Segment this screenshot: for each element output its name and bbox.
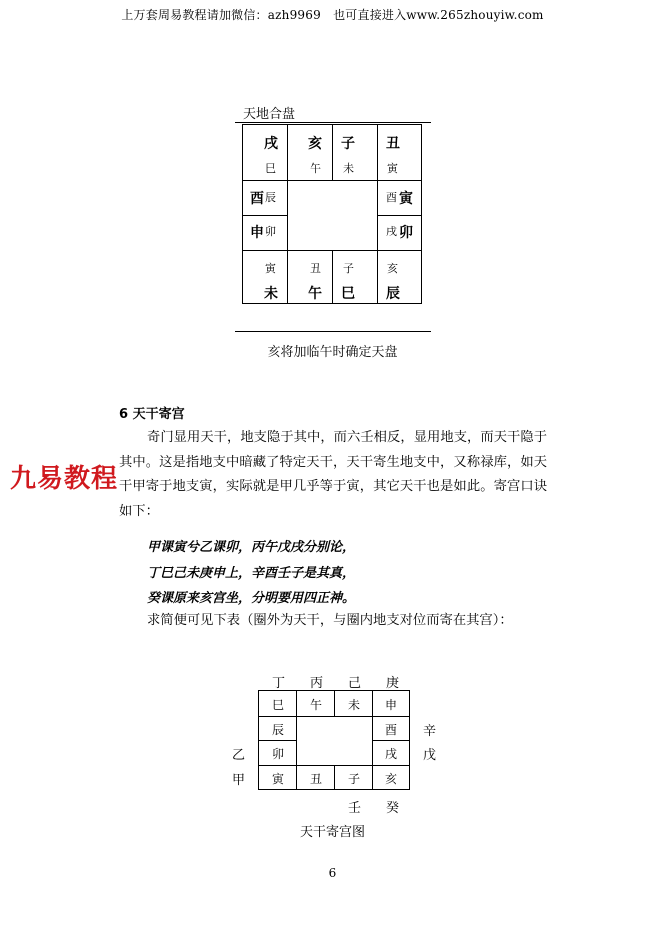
figure-caption: 亥将加临午时确定天盘 <box>267 345 398 360</box>
cell-bottom-small: 丑 <box>310 262 321 275</box>
cell-bottom-big: 午 <box>308 286 322 302</box>
grid-line <box>259 716 409 717</box>
cell-bottom-small: 寅 <box>265 262 276 275</box>
grid-line <box>372 740 409 741</box>
grid-line <box>332 250 333 303</box>
verse-line: 丁巳己未庚申上，辛酉壬子是其真， <box>147 566 356 581</box>
body-paragraph: 求简便可见下表（圈外为天干，与圈内地支对位而寄在其宫）： <box>147 613 513 628</box>
cell-bottom-small: 子 <box>343 262 354 275</box>
grid-line <box>287 125 288 303</box>
cell-right-small: 戌 <box>386 225 397 238</box>
stem-label: 乙 <box>232 748 246 763</box>
branch-cell: 卯 <box>271 747 284 761</box>
cell-bottom-big: 巳 <box>341 286 355 302</box>
branch-cell: 亥 <box>384 772 397 786</box>
grid-line <box>377 125 378 303</box>
cell-top-big: 亥 <box>308 136 322 152</box>
cell-top-big: 丑 <box>386 136 400 152</box>
cell-left-small: 辰 <box>265 191 276 204</box>
cell-top-big: 戌 <box>264 136 278 152</box>
cell-top-small: 午 <box>310 162 321 175</box>
section-heading: 6 天干寄宫 <box>119 407 185 422</box>
branch-cell: 巳 <box>271 698 284 712</box>
stem-label: 辛 <box>423 724 437 739</box>
cell-bottom-small: 亥 <box>387 262 398 275</box>
branch-cell: 戌 <box>384 747 397 761</box>
branch-cell: 午 <box>309 698 322 712</box>
grid-line <box>243 180 421 181</box>
branch-cell: 辰 <box>271 723 284 737</box>
cell-right-big: 寅 <box>399 191 413 207</box>
stem-palace-grid <box>258 690 410 790</box>
stem-label: 戊 <box>423 748 437 763</box>
cell-right-small: 酉 <box>386 191 397 204</box>
grid-line <box>259 740 296 741</box>
grid-line <box>377 215 421 216</box>
figure-bottom-rule <box>235 331 431 332</box>
body-paragraph: 奇门显用天干，地支隐于其中，而六壬相反，显用地支，而天干隐于其中。这是指地支中暗藏了特定天干，天干寄生地支中，又称禄库，如天干甲寄于地支寅，实际就是甲几乎等于寅，其它天干也是如此。寄宫口诀如下： <box>119 430 547 520</box>
grid-line <box>243 250 421 251</box>
branch-cell: 酉 <box>384 723 397 737</box>
cell-top-small: 寅 <box>387 162 398 175</box>
cell-bottom-big: 未 <box>264 286 278 302</box>
cell-left-big: 申 <box>250 225 264 241</box>
cell-top-big: 子 <box>341 136 355 152</box>
tiandi-grid <box>242 124 422 304</box>
branch-cell: 寅 <box>271 772 284 786</box>
page-header: 上万套周易教程请加微信：azh9969 也可直接进入www.265zhouyiw.com <box>121 8 544 22</box>
branch-cell: 丑 <box>309 772 322 786</box>
cell-right-big: 卯 <box>399 225 413 241</box>
stem-label: 己 <box>348 676 362 691</box>
cell-left-small: 卯 <box>265 225 276 238</box>
cell-bottom-big: 辰 <box>386 286 400 302</box>
grid-line <box>259 765 409 766</box>
cell-top-small: 未 <box>343 162 354 175</box>
page-number: 6 <box>328 866 337 880</box>
branch-cell: 子 <box>347 772 360 786</box>
stem-label: 丁 <box>272 676 286 691</box>
stem-label: 庚 <box>386 676 400 691</box>
cell-left-big: 酉 <box>250 191 264 207</box>
verse-line: 癸课原来亥宫坐，分明要用四正神。 <box>147 591 356 606</box>
watermark-logo: 九易教程 <box>10 464 119 494</box>
stem-label: 壬 <box>348 801 362 816</box>
stem-label: 甲 <box>232 773 246 788</box>
verse-line: 甲课寅兮乙课卯，丙午戊戌分别论， <box>147 540 356 555</box>
cell-top-small: 巳 <box>265 162 276 175</box>
grid-line <box>332 125 333 180</box>
grid-line <box>243 215 287 216</box>
figure-title: 天地合盘 <box>243 107 296 122</box>
stem-label: 癸 <box>386 801 400 816</box>
stem-label: 丙 <box>310 676 324 691</box>
branch-cell: 申 <box>384 698 397 712</box>
branch-cell: 未 <box>347 698 360 712</box>
figure-caption: 天干寄宫图 <box>299 825 365 840</box>
figure-top-rule <box>235 122 431 123</box>
